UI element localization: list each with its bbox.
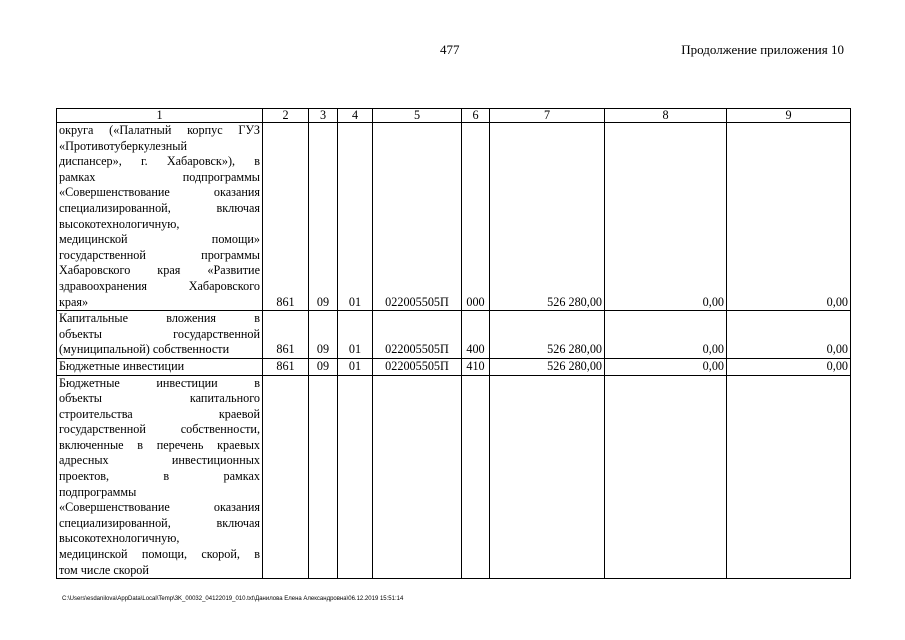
row-name-line: «Противотуберкулезный — [59, 138, 188, 153]
ministry-code-cell: 861 — [263, 311, 309, 359]
table-row — [57, 375, 851, 579]
column-header: 3 — [309, 109, 338, 123]
table-row — [57, 311, 851, 359]
column-header: 1 — [57, 109, 263, 123]
row-name-line: «Совершенствование оказания — [59, 185, 260, 200]
amount-cell: 0,00 — [727, 123, 851, 311]
row-name-line: объекты капитального — [59, 391, 260, 406]
row-name-line: подпрограммы — [59, 484, 137, 499]
target-article-cell: 022005505П — [373, 311, 462, 359]
subsection-code-cell: 01 — [338, 123, 373, 311]
amount-cell: 0,00 — [727, 311, 851, 359]
row-name-line: включенные в перечень краевых — [59, 437, 260, 452]
row-name-line: том числе скорой — [59, 562, 149, 577]
expense-type-cell: 000 — [462, 123, 490, 311]
ministry-code-cell: 861 — [263, 123, 309, 311]
section-code-cell: 09 — [309, 311, 338, 359]
ministry-code-cell: 861 — [263, 358, 309, 375]
row-name-line: (муниципальной) собственности — [59, 342, 230, 357]
target-article-cell — [373, 375, 462, 579]
column-header: 4 — [338, 109, 373, 123]
header-row — [57, 109, 851, 123]
amount-cell — [727, 375, 851, 579]
row-name-line: здравоохранения Хабаровского — [59, 278, 260, 293]
expense-type-cell — [462, 375, 490, 579]
table-row — [57, 123, 851, 311]
table-row — [57, 358, 851, 375]
row-name-line: объекты государственной — [59, 326, 260, 341]
row-name-line: медицинской помощи, скорой, в — [59, 547, 260, 562]
amount-cell: 526 280,00 — [490, 311, 605, 359]
budget-table — [56, 108, 851, 579]
column-header: 9 — [727, 109, 851, 123]
table-body — [57, 123, 851, 579]
row-name-line: государственной программы — [59, 247, 260, 262]
subsection-code-cell: 01 — [338, 358, 373, 375]
amount-cell: 0,00 — [605, 123, 727, 311]
expense-type-cell: 410 — [462, 358, 490, 375]
row-name-line: округа («Палатный корпус ГУЗ — [59, 123, 260, 137]
ministry-code-cell — [263, 375, 309, 579]
row-name-cell — [57, 123, 263, 311]
footer-file-path: C:\Users\esdanilova\AppData\Local\Temp\3K_00032_04122019_010.txt\Данилова Елена Александровна\06.12.2019 15:51:14 — [62, 596, 404, 602]
row-name-cell — [57, 358, 263, 375]
row-name-cell — [57, 311, 263, 359]
column-header: 8 — [605, 109, 727, 123]
column-header: 5 — [373, 109, 462, 123]
section-code-cell: 09 — [309, 358, 338, 375]
row-name-line: Капитальные вложения в — [59, 311, 260, 326]
row-name-line: медицинской помощи» — [59, 232, 260, 247]
subsection-code-cell: 01 — [338, 311, 373, 359]
amount-cell: 0,00 — [727, 358, 851, 375]
row-name-line: адресных инвестиционных — [59, 453, 260, 468]
amount-cell: 526 280,00 — [490, 123, 605, 311]
row-name-line: проектов, в рамках — [59, 469, 260, 484]
page-number: 477 — [440, 42, 460, 57]
row-name-line: края» — [59, 294, 89, 309]
row-name-line: высокотехнологичную, — [59, 216, 180, 231]
expense-type-cell: 400 — [462, 311, 490, 359]
amount-cell — [605, 375, 727, 579]
section-code-cell: 09 — [309, 123, 338, 311]
row-name-line: специализированной, включая — [59, 515, 260, 530]
section-code-cell — [309, 375, 338, 579]
row-name-line: Бюджетные инвестиции в — [59, 375, 260, 390]
amount-cell: 0,00 — [605, 358, 727, 375]
amount-cell: 0,00 — [605, 311, 727, 359]
row-name-line: диспансер», г. Хабаровск»), в — [59, 154, 260, 169]
subsection-code-cell — [338, 375, 373, 579]
row-name-line: строительства краевой — [59, 406, 260, 421]
column-header: 6 — [462, 109, 490, 123]
continuation-heading: Продолжение приложения 10 — [681, 42, 844, 57]
amount-cell — [490, 375, 605, 579]
target-article-cell: 022005505П — [373, 358, 462, 375]
row-name-cell — [57, 375, 263, 579]
target-article-cell: 022005505П — [373, 123, 462, 311]
row-name-line: высокотехнологичную, — [59, 531, 180, 546]
column-header: 7 — [490, 109, 605, 123]
column-header: 2 — [263, 109, 309, 123]
row-name-line: Хабаровского края «Развитие — [59, 263, 260, 278]
row-name-line: Бюджетные инвестиции — [59, 358, 185, 373]
amount-cell: 526 280,00 — [490, 358, 605, 375]
row-name-line: «Совершенствование оказания — [59, 500, 260, 515]
row-name-line: государственной собственности, — [59, 422, 260, 437]
row-name-line: специализированной, включая — [59, 200, 260, 215]
row-name-line: рамках подпрограммы — [59, 169, 260, 184]
